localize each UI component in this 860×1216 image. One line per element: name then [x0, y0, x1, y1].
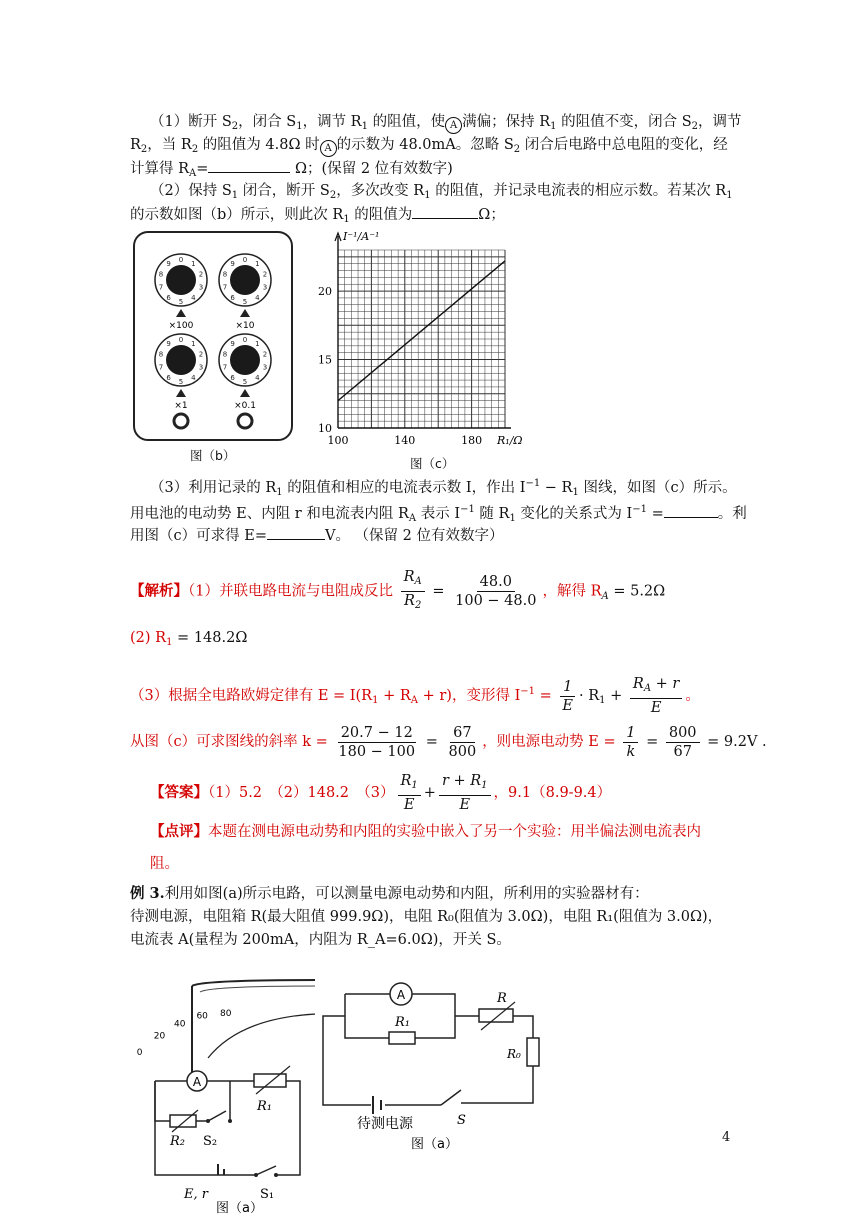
q3-line-1: （3）利用记录的 $R_1$ 的阻值和相应的电流表示数 I，作出 $I^{-1} - R_1$ 图线，如图（c）所示。 — [150, 478, 737, 498]
rheostat-r-icon — [479, 1009, 513, 1022]
analysis-line-1: 【解析】（1）并联电路电流与电阻成反比 $\frac{R_A}{R_2}$ = $\frac{48.0}{100 - 48.0}$ ，解得 $R_A = 5.2\Omega$ — [130, 569, 666, 611]
left-circuit-figure — [130, 978, 320, 1216]
grid — [338, 250, 505, 428]
svg-text:A: A — [192, 1075, 202, 1089]
ammeter-symbol-icon: A — [320, 140, 337, 157]
svg-text:8: 8 — [158, 350, 164, 359]
resistor-r1-icon — [389, 1032, 415, 1044]
dial-multiplier-label: ×10 — [235, 321, 255, 331]
terminal-icon — [174, 414, 188, 428]
meter-scale-label: 0 — [136, 1048, 143, 1059]
svg-text:R₁: R₁ — [395, 1015, 410, 1030]
svg-text:4: 4 — [255, 373, 260, 382]
svg-text:图（a）: 图（a） — [216, 1201, 263, 1216]
svg-text:R: R — [497, 991, 507, 1006]
answer-blank[interactable] — [208, 158, 290, 173]
svg-text:9: 9 — [230, 340, 235, 349]
svg-text:R₀: R₀ — [507, 1047, 521, 1061]
q1-line-2: $R_2$，当 $R_2$ 的阻值为 4.8Ω 时 A 的示数为 48.0mA。忽略 $S_2$ 闭合后电路中总电阻的变化，经 — [130, 137, 728, 155]
answer-label: 【答案】 — [150, 784, 208, 801]
dial-knob[interactable] — [219, 334, 271, 411]
svg-text:1: 1 — [255, 340, 260, 349]
svg-text:9: 9 — [166, 340, 171, 349]
analysis-line-2: (2) $R_1 = 148.2\Omega$ — [130, 630, 248, 648]
svg-text:S₂: S₂ — [203, 1134, 218, 1149]
svg-text:1: 1 — [255, 260, 260, 269]
answer-blank[interactable] — [412, 204, 478, 219]
y-tick-label: 20 — [318, 285, 332, 299]
svg-text:1: 1 — [191, 260, 196, 269]
comment-line-1: 【点评】本题在测电源电动势和内阻的实验中嵌入了另一个实验：用半偏法测电流表内 — [150, 823, 701, 840]
resistance-box-figure — [128, 228, 298, 443]
svg-text:4: 4 — [191, 373, 196, 382]
q3-line-3: 用图（c）可求得 E= V。 （保留 2 位有效数字） — [130, 525, 504, 546]
svg-text:0: 0 — [178, 336, 184, 344]
circuit-figure-a — [315, 978, 565, 1158]
svg-text:3: 3 — [198, 283, 204, 292]
svg-text:6: 6 — [230, 293, 235, 302]
svg-text:3: 3 — [198, 363, 204, 372]
y-tick-label: 15 — [318, 353, 332, 367]
x-tick-label: 100 — [327, 434, 349, 447]
dial-knob[interactable] — [155, 254, 207, 331]
svg-text:R₂: R₂ — [170, 1134, 185, 1149]
rheostat-r1-icon — [254, 1074, 286, 1087]
example3-label: 例 3. — [130, 885, 165, 902]
meter-scale-label: 20 — [153, 1031, 166, 1042]
svg-text:5: 5 — [242, 378, 248, 386]
svg-text:S₁: S₁ — [260, 1187, 275, 1202]
q3-line-2: 用电池的电动势 E、内阻 r 和电流表内阻 $R_A$ 表示 $I^{-1}$ 随 $R_1$ 变化的关系式为 $I^{-1}$ = 。利 — [130, 504, 747, 524]
meter-scale-label: 80 — [220, 1009, 232, 1019]
svg-text:8: 8 — [222, 350, 228, 359]
svg-text:6: 6 — [166, 373, 171, 382]
q1-line-3: 计算得 $R_A= \Omega$；(保留 2 位有效数字) — [130, 158, 453, 184]
answer-blank[interactable] — [267, 525, 325, 540]
svg-text:3: 3 — [262, 283, 268, 292]
x-axis-label: R₁/Ω — [497, 434, 523, 447]
graph-figure-c — [305, 228, 535, 450]
svg-text:6: 6 — [230, 373, 235, 382]
example3-line-3: 电流表 A(量程为 200mA，内阻为 R_A=6.0Ω)，开关 S。 — [130, 932, 511, 948]
dial-multiplier-label: ×0.1 — [234, 401, 256, 411]
svg-text:8: 8 — [222, 270, 228, 279]
svg-text:7: 7 — [222, 283, 228, 292]
x-tick-label: 180 — [461, 434, 483, 447]
q1-line-1: （1）断开 $S_2$，闭合 $S_1$，调节 $R_1$ 的阻值，使 A 满偏；保持 $R_1$ 的阻值不变，闭合 $S_2$，调节 — [150, 114, 742, 132]
svg-text:7: 7 — [158, 283, 164, 292]
svg-text:E, r: E, r — [184, 1187, 208, 1202]
svg-text:R₁: R₁ — [257, 1099, 272, 1114]
dial-multiplier-label: ×100 — [168, 321, 194, 331]
dial-multiplier-label: ×1 — [174, 401, 188, 411]
svg-text:图（a）: 图（a） — [411, 1137, 458, 1152]
svg-text:0: 0 — [242, 256, 248, 264]
svg-text:A: A — [396, 988, 406, 1002]
svg-text:4: 4 — [191, 293, 196, 302]
svg-text:6: 6 — [166, 293, 171, 302]
ammeter-symbol-icon: A — [445, 117, 462, 134]
comment-label: 【点评】 — [150, 823, 208, 840]
meter-scale-label: 40 — [174, 1019, 186, 1030]
y-axis-label: I⁻¹/A⁻¹ — [343, 230, 380, 243]
svg-text:3: 3 — [262, 363, 268, 372]
figure-b-caption: 图（b） — [190, 448, 236, 463]
svg-text:5: 5 — [178, 298, 184, 306]
q2-line-2: 的示数如图（b）所示，则此次 $R_1$ 的阻值为 Ω； — [130, 204, 505, 230]
x-tick-label: 140 — [394, 434, 416, 447]
q2-line-1: （2）保持 $S_1$ 闭合，断开 $S_2$，多次改变 $R_1$ 的阻值，并记录电流表的相应示数。若某次 $R_1$ — [150, 183, 733, 201]
series-line — [338, 261, 505, 401]
resistor-r0-icon — [527, 1038, 539, 1066]
svg-text:9: 9 — [166, 260, 171, 269]
y-tick-label: 10 — [318, 422, 332, 435]
svg-text:2: 2 — [262, 350, 268, 359]
svg-text:4: 4 — [255, 293, 260, 302]
example3-line-2: 待测电源，电阻箱 R(最大阻值 999.9Ω)，电阻 R₀(阻值为 3.0Ω)，电阻 R₁(阻值为 3.0Ω)， — [130, 909, 723, 925]
svg-text:7: 7 — [222, 363, 228, 372]
analysis-line-4: 从图（c）可求图线的斜率 k = $\frac{20.7 - 12}{180 - 100}$ = $\frac{67}{800}$ ，则电源电动势 E = $\frac{1}{k}$ = $\frac{800}{67}$ = 9.2V . — [130, 724, 767, 760]
svg-text:2: 2 — [262, 270, 268, 279]
figure-c-caption: 图（c） — [410, 456, 455, 471]
terminal-icon — [238, 414, 252, 428]
meter-scale-label: 60 — [196, 1011, 208, 1022]
dial-knob[interactable] — [155, 334, 207, 411]
dial-knob[interactable] — [219, 254, 271, 331]
analysis-line-3: （3）根据全电路欧姆定律有 $E = I(R_1 + R_A + r)$，变形得 $I^{-1}$ = $\frac{1}{E}$ · $R_1$ + $\frac{R_A + r}{E}$ 。 — [130, 676, 700, 716]
svg-text:8: 8 — [158, 270, 164, 279]
comment-line-2: 阻。 — [150, 856, 179, 872]
answer-blank[interactable] — [664, 503, 718, 518]
svg-text:2: 2 — [198, 350, 204, 359]
answer-line: 【答案】（1）5.2 （2）148.2 （3） $\frac{R_1}{E}$ + $\frac{r + R_1}{E}$ ，9.1（8.9-9.4） — [150, 773, 612, 813]
svg-text:S: S — [457, 1113, 466, 1128]
svg-text:2: 2 — [198, 270, 204, 279]
analysis-label: 【解析】 — [130, 582, 188, 600]
svg-text:1: 1 — [191, 340, 196, 349]
example3-line-1: 例 3.利用如图(a)所示电路，可以测量电源电动势和内阻，所利用的实验器材有： — [130, 885, 649, 902]
page-number: 4 — [722, 1130, 731, 1145]
svg-text:7: 7 — [158, 363, 164, 372]
svg-text:0: 0 — [242, 336, 248, 344]
rheostat-r2-icon — [170, 1115, 196, 1127]
svg-text:5: 5 — [178, 378, 184, 386]
svg-text:9: 9 — [230, 260, 235, 269]
svg-text:5: 5 — [242, 298, 248, 306]
svg-text:0: 0 — [178, 256, 184, 264]
svg-text:待测电源: 待测电源 — [357, 1116, 413, 1132]
